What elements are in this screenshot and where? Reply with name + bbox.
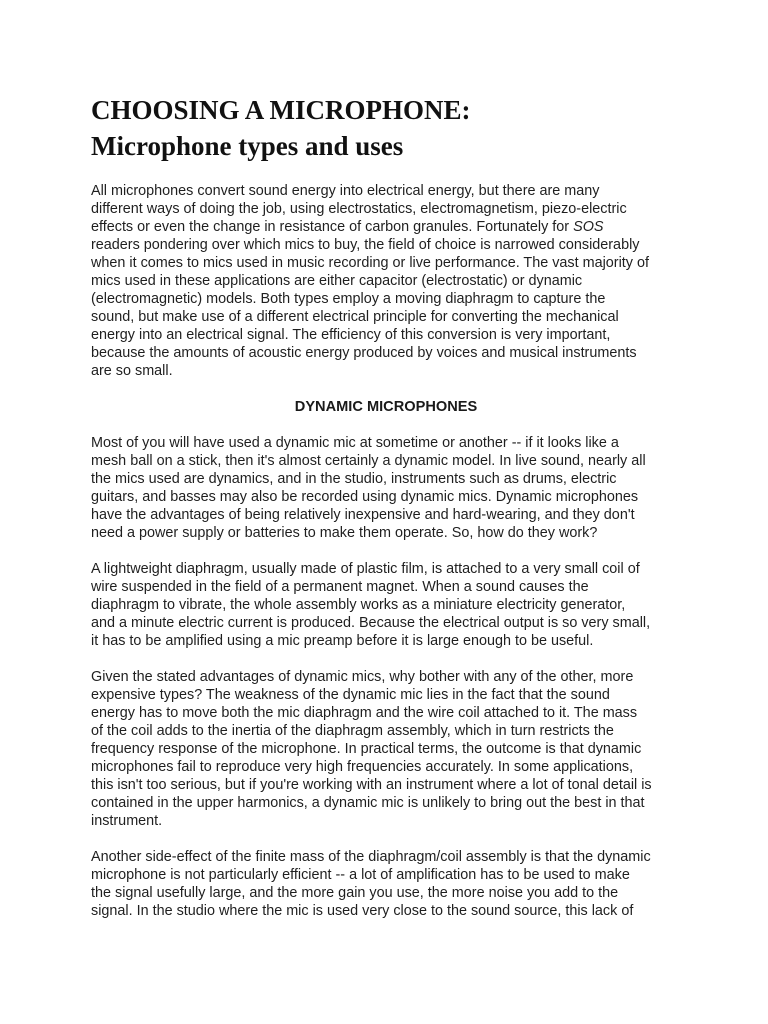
paragraph-line: Given the stated advantages of dynamic mics, why bother with any of the other, more <box>91 669 634 685</box>
title-line-1: CHOOSING A MICROPHONE: <box>91 95 471 125</box>
intro-line: readers pondering over which mics to buy, the field of choice is narrowed considerably <box>91 237 640 253</box>
intro-line: when it comes to mics used in music recording or live performance. The vast majority of <box>91 255 649 271</box>
paragraph-line: microphones fail to reproduce very high frequencies accurately. In some applications, <box>91 759 634 775</box>
paragraph-line: guitars, and basses may also be recorded using dynamic mics. Dynamic microphones <box>91 489 639 505</box>
intro-line: All microphones convert sound energy into electrical energy, but there are many <box>91 183 600 199</box>
paragraph-line: it has to be amplified using a mic preamp before it is large enough to be useful. <box>91 633 594 649</box>
intro-line: because the amounts of acoustic energy produced by voices and musical instruments <box>91 345 637 361</box>
paragraph-line: the mics used are dynamics, and in the studio, instruments such as drums, electric <box>91 471 617 487</box>
paragraph-1 <box>91 434 681 542</box>
paragraph-line: and a minute electric current is produced. Because the electrical output is so very small, <box>91 615 651 631</box>
intro-line: sound, but make use of a different electrical principle for converting the mechanical <box>91 309 619 325</box>
intro-line: mics used in these applications are either capacitor (electrostatic) or dynamic <box>91 273 583 289</box>
intro-paragraph <box>91 182 681 380</box>
section-heading: DYNAMIC MICROPHONES <box>294 399 478 415</box>
paragraph-line: instrument. <box>91 813 163 829</box>
intro-line <box>91 218 681 236</box>
paragraph-line: A lightweight diaphragm, usually made of plastic film, is attached to a very small coil of <box>91 561 640 577</box>
document-content <box>91 92 681 920</box>
paragraph-line: Another side-effect of the finite mass of the diaphragm/coil assembly is that the dynamic <box>91 849 651 865</box>
paragraph-line: microphone is not particularly efficient -- a lot of amplification has to be used to make <box>91 867 630 883</box>
document-title <box>91 92 681 164</box>
intro-line-text: effects or even the change in resistance of carbon granules. Fortunately for <box>91 219 574 235</box>
paragraph-line: this isn't too serious, but if you're working with an instrument where a lot of tonal detail is <box>91 777 652 793</box>
paragraph-line: mesh ball on a stick, then it's almost certainly a dynamic model. In live sound, nearly all <box>91 453 646 469</box>
paragraph-line: diaphragm to vibrate, the whole assembly works as a miniature electricity generator, <box>91 597 626 613</box>
title-line-2: Microphone types and uses <box>91 131 404 161</box>
paragraph-2 <box>91 560 681 650</box>
paragraph-line: the signal usefully large, and the more gain you use, the more noise you add to the <box>91 885 619 901</box>
intro-line: (electromagnetic) models. Both types employ a moving diaphragm to capture the <box>91 291 606 307</box>
paragraph-line: contained in the upper harmonics, a dynamic mic is unlikely to bring out the best in that <box>91 795 645 811</box>
paragraph-line: need a power supply or batteries to make them operate. So, how do they work? <box>91 525 598 541</box>
paragraph-line: frequency response of the microphone. In practical terms, the outcome is that dynamic <box>91 741 642 757</box>
paragraph-line: Most of you will have used a dynamic mic at sometime or another -- if it looks like a <box>91 435 619 451</box>
paragraph-4 <box>91 848 681 920</box>
paragraph-line: have the advantages of being relatively inexpensive and hard-wearing, and they don't <box>91 507 635 523</box>
paragraph-line: signal. In the studio where the mic is used very close to the sound source, this lack of <box>91 903 634 919</box>
intro-line: energy into an electrical signal. The efficiency of this conversion is very important, <box>91 327 611 343</box>
paragraph-line: energy has to move both the mic diaphragm and the wire coil attached to it. The mass <box>91 705 638 721</box>
paragraph-3 <box>91 668 681 830</box>
paragraph-line: expensive types? The weakness of the dynamic mic lies in the fact that the sound <box>91 687 610 703</box>
intro-line: are so small. <box>91 363 173 379</box>
paragraph-line: of the coil adds to the inertia of the diaphragm assembly, which in turn restricts the <box>91 723 614 739</box>
paragraph-line: wire suspended in the field of a permanent magnet. When a sound causes the <box>91 579 589 595</box>
intro-line: different ways of doing the job, using electrostatics, electromagnetism, piezo-electric <box>91 201 627 217</box>
sos-emphasis: SOS <box>573 219 604 235</box>
